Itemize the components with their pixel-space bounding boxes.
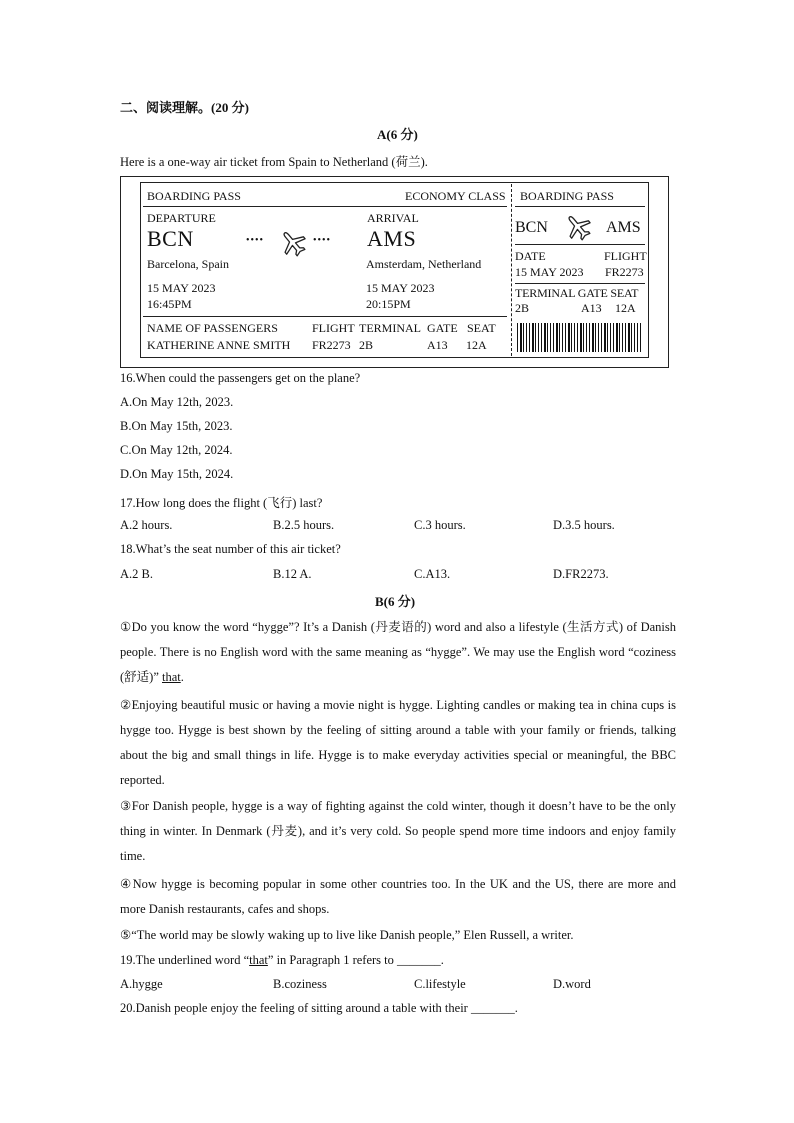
q19-option-b[interactable]: B.coziness — [273, 977, 327, 991]
stub-gate: A13 — [581, 301, 602, 315]
ticket-divider-top — [143, 206, 507, 207]
stub-header-row: TERMINAL GATE SEAT — [515, 286, 639, 300]
barcode — [517, 323, 641, 352]
q19-option-c[interactable]: C.lifestyle — [414, 977, 466, 991]
stub-boarding-pass-label: BOARDING PASS — [520, 189, 614, 203]
q16-option-b[interactable]: B.On May 15th, 2023. — [120, 419, 233, 433]
col-gate: GATE — [427, 321, 458, 335]
gate-value: A13 — [427, 338, 448, 352]
part-b-title: B(6 分) — [375, 594, 416, 609]
seat-value: 12A — [466, 338, 487, 352]
stub-divider-lower — [515, 283, 645, 284]
route-dots-right: •••• — [313, 235, 332, 246]
ticket-boarding-pass-label: BOARDING PASS — [147, 189, 241, 203]
arrival-time: 20:15PM — [366, 297, 411, 311]
route-dots-left: •••• — [246, 235, 265, 246]
passenger-name: KATHERINE ANNE SMITH — [147, 338, 291, 352]
ticket-perforation — [511, 184, 512, 356]
q18-option-a[interactable]: A.2 B. — [120, 567, 153, 581]
part-a-title: A(6 分) — [377, 127, 418, 142]
q18-option-c[interactable]: C.A13. — [414, 567, 451, 581]
q18-option-d[interactable]: D.FR2273. — [553, 567, 609, 581]
stub-airplane-icon — [563, 212, 593, 242]
q19-option-d[interactable]: D.word — [553, 977, 591, 991]
q17-option-a[interactable]: A.2 hours. — [120, 518, 173, 532]
stub-date: 15 MAY 2023 — [515, 265, 584, 279]
flight-number: FR2273 — [312, 338, 351, 352]
ticket-class: ECONOMY CLASS — [405, 189, 506, 203]
q16-question: 16.When could the passengers get on the plane? — [120, 371, 361, 385]
paragraph-1-text: ①Do you know the word “hygge”? It’s a Danish (丹麦语的) word and also a lifestyle (生活方式) of Danish people. There is no English word with the same meaning as “hygge”. We may use the English word “coziness (舒适)” — [120, 620, 676, 684]
q16-option-a[interactable]: A.On May 12th, 2023. — [120, 395, 234, 409]
stub-terminal: 2B — [515, 301, 530, 315]
paragraph-3: ③For Danish people, hygge is a way of fighting against the cold winter, though it doesn’t have to be the only thing in winter. In Denmark (丹麦), and it’s very cold. So people spend more time indoors and enjoy family time. — [120, 799, 676, 863]
col-terminal: TERMINAL — [359, 321, 421, 335]
col-seat: SEAT — [467, 321, 496, 335]
departure-time: 16:45PM — [147, 297, 192, 311]
departure-date: 15 MAY 2023 — [147, 281, 216, 295]
paragraph-5: ⑤“The world may be slowly waking up to live like Danish people,” Elen Russell, a writer. — [120, 928, 574, 942]
q18-option-b[interactable]: B.12 A. — [273, 567, 312, 581]
stub-from-code: BCN — [515, 219, 548, 236]
ticket-divider-bottom — [143, 316, 507, 317]
paragraph-1-end: . — [180, 670, 184, 684]
part-a-intro: Here is a one-way air ticket from Spain to Netherland (荷兰). — [120, 155, 428, 169]
arrival-label: ARRIVAL — [367, 211, 419, 225]
col-passengers: NAME OF PASSENGERS — [147, 321, 278, 335]
arrival-code: AMS — [367, 226, 417, 251]
stub-date-label: DATE — [515, 249, 546, 263]
paragraph-1-underlined-word: that — [162, 670, 181, 684]
departure-code: BCN — [147, 226, 194, 251]
departure-city: Barcelona, Spain — [147, 257, 229, 271]
paragraph-2: ②Enjoying beautiful music or having a movie night is hygge. Lighting candles or making tea in china cups is hygge too. Hygge is best shown by the feeling of sitting around a table with your family or friends, talking about the big and small things in life. Hygge is to make everyday activities special or meaningful, the BBC reported. — [120, 698, 676, 787]
paragraph-1 — [120, 615, 676, 690]
q17-question: 17.How long does the flight (飞行) last? — [120, 496, 323, 510]
q18-question: 18.What’s the seat number of this air ticket? — [120, 542, 341, 556]
q19-text-start: 19.The underlined word “ — [120, 953, 250, 967]
q16-option-d[interactable]: D.On May 15th, 2024. — [120, 467, 234, 481]
q16-option-c[interactable]: C.On May 12th, 2024. — [120, 443, 233, 457]
q17-option-b[interactable]: B.2.5 hours. — [273, 518, 335, 532]
stub-to-code: AMS — [606, 219, 641, 236]
stub-divider-top — [515, 206, 645, 207]
q17-option-d[interactable]: D.3.5 hours. — [553, 518, 615, 532]
departure-label: DEPARTURE — [147, 211, 216, 225]
airplane-icon — [278, 228, 308, 258]
stub-seat: 12A — [615, 301, 636, 315]
stub-flight-label: FLIGHT — [604, 249, 647, 263]
q19-text-end: ” in Paragraph 1 refers to _______. — [267, 953, 444, 967]
q19-underlined-word: that — [249, 953, 268, 967]
paragraph-4: ④Now hygge is becoming popular in some other countries too. In the UK and the US, there are more and more Danish restaurants, cafes and shops. — [120, 877, 676, 916]
section-title: 二、阅读理解。(20 分) — [120, 100, 249, 115]
col-flight: FLIGHT — [312, 321, 355, 335]
arrival-city: Amsterdam, Netherland — [366, 257, 482, 271]
q19-question — [120, 953, 444, 968]
terminal-value: 2B — [359, 338, 374, 352]
q17-option-c[interactable]: C.3 hours. — [414, 518, 466, 532]
q20-question: 20.Danish people enjoy the feeling of sitting around a table with their _______. — [120, 1001, 518, 1015]
stub-divider-mid — [515, 244, 645, 245]
q19-option-a[interactable]: A.hygge — [120, 977, 163, 991]
stub-flight: FR2273 — [605, 265, 644, 279]
arrival-date: 15 MAY 2023 — [366, 281, 435, 295]
